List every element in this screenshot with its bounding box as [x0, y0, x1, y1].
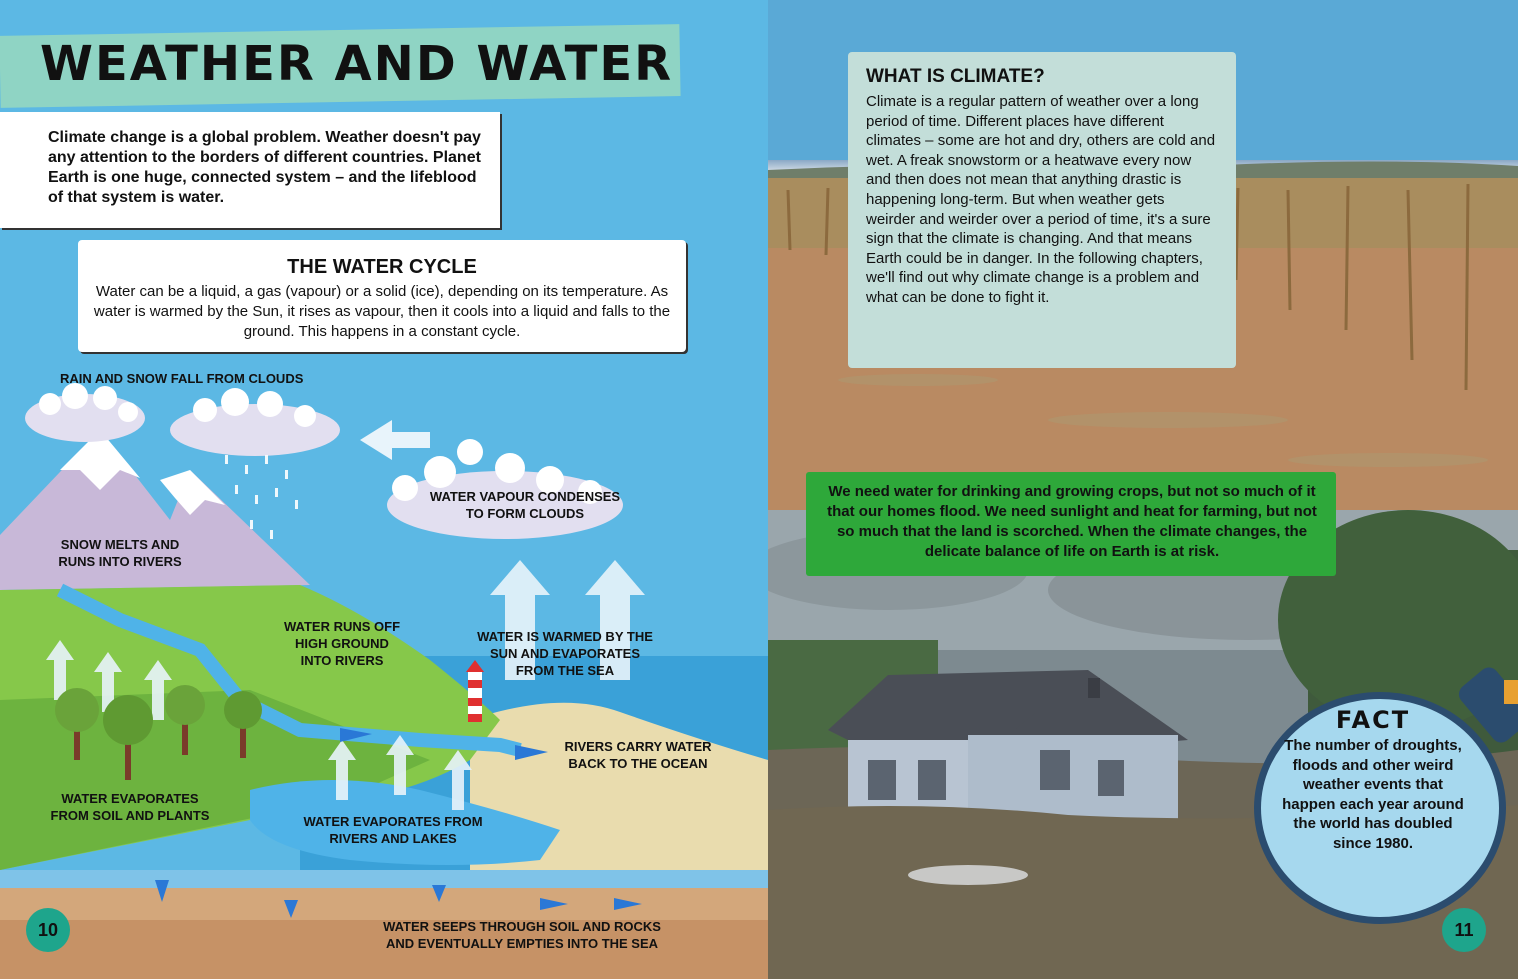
- fact-title: FACT: [1335, 706, 1411, 734]
- what-is-climate-text: Climate is a regular pattern of weather over a long period of time. Different places have different climates – some are hot and dry, others are cold and wet. A freak snowstorm or a heatwave every now and then does not mean that anything drastic is happening long-term. But when weather gets weirder and weirder over a period of time, it's a sure sign that the climate is changing. And that means Earth could be in danger. In the following chapters, we'll find out why climate change is a problem and what can be done to fight it.: [866, 93, 1216, 306]
- page-number-right: 11: [1442, 908, 1486, 952]
- label-line: SNOW MELTS AND: [60, 537, 180, 552]
- label-snow-melts: [40, 536, 200, 570]
- label-line: AND EVENTUALLY EMPTIES INTO THE SEA: [385, 936, 659, 951]
- label-rivers-carry: [548, 738, 728, 772]
- label-line: WATER IS WARMED BY THE: [477, 629, 653, 644]
- what-is-climate-title: WHAT IS CLIMATE?: [866, 66, 1045, 87]
- label-line: WATER VAPOUR CONDENSES: [429, 489, 621, 504]
- water-cycle-text: Water can be a liquid, a gas (vapour) or a solid (ice), depending on its temperature. As water is warmed by the Sun, it rises as vapour, then it cools into a liquid and falls to the ground. This happens in a constant cycle.: [93, 283, 671, 340]
- label-line: WATER RUNS OFF: [283, 619, 401, 634]
- water-cycle-title: THE WATER CYCLE: [287, 256, 477, 278]
- label-rivers-lakes: [288, 813, 498, 847]
- page-title: WEATHER AND WATER: [40, 36, 674, 92]
- label-seeps: [362, 918, 682, 952]
- label-line: WATER EVAPORATES FROM: [303, 814, 483, 829]
- intro-text: Climate change is a global problem. Weather doesn't pay any attention to the borders of different countries. Planet Earth is one huge, connected system – and the lifeblood of that system is water.: [48, 129, 481, 206]
- label-runs-off: [262, 618, 422, 669]
- label-line: SUN AND EVAPORATES: [490, 646, 640, 661]
- label-line: HIGH GROUND: [295, 636, 389, 651]
- label-soil-plants: [30, 790, 230, 824]
- magnifier-accent: [1504, 680, 1518, 704]
- label-line: RIVERS AND LAKES: [329, 831, 457, 846]
- label-vapour-condenses: [410, 488, 640, 522]
- balance-text: We need water for drinking and growing crops, but not so much of it that our homes flood. We need sunlight and heat for farming, but not so much that the land is scorched. When the climate changes, the delicate balance of life on Earth is at risk.: [827, 483, 1317, 560]
- label-line: WATER EVAPORATES: [61, 791, 199, 806]
- label-line: TO FORM CLOUDS: [465, 506, 585, 521]
- label-line: WATER SEEPS THROUGH SOIL AND ROCKS: [383, 919, 661, 934]
- label-line: FROM SOIL AND PLANTS: [50, 808, 210, 823]
- page-number-left: 10: [26, 908, 70, 952]
- label-line: INTO RIVERS: [300, 653, 384, 668]
- fact-text: The number of droughts, floods and other weird weather events that happen each year around the world has doubled since 1980.: [1282, 737, 1464, 852]
- label-line: RUNS INTO RIVERS: [58, 554, 182, 569]
- label-line: FROM THE SEA: [515, 663, 615, 678]
- label-line: BACK TO THE OCEAN: [568, 756, 708, 771]
- label-rain: RAIN AND SNOW FALL FROM CLOUDS: [60, 371, 304, 386]
- label-line: RIVERS CARRY WATER: [564, 739, 712, 754]
- label-warmed: [460, 628, 670, 679]
